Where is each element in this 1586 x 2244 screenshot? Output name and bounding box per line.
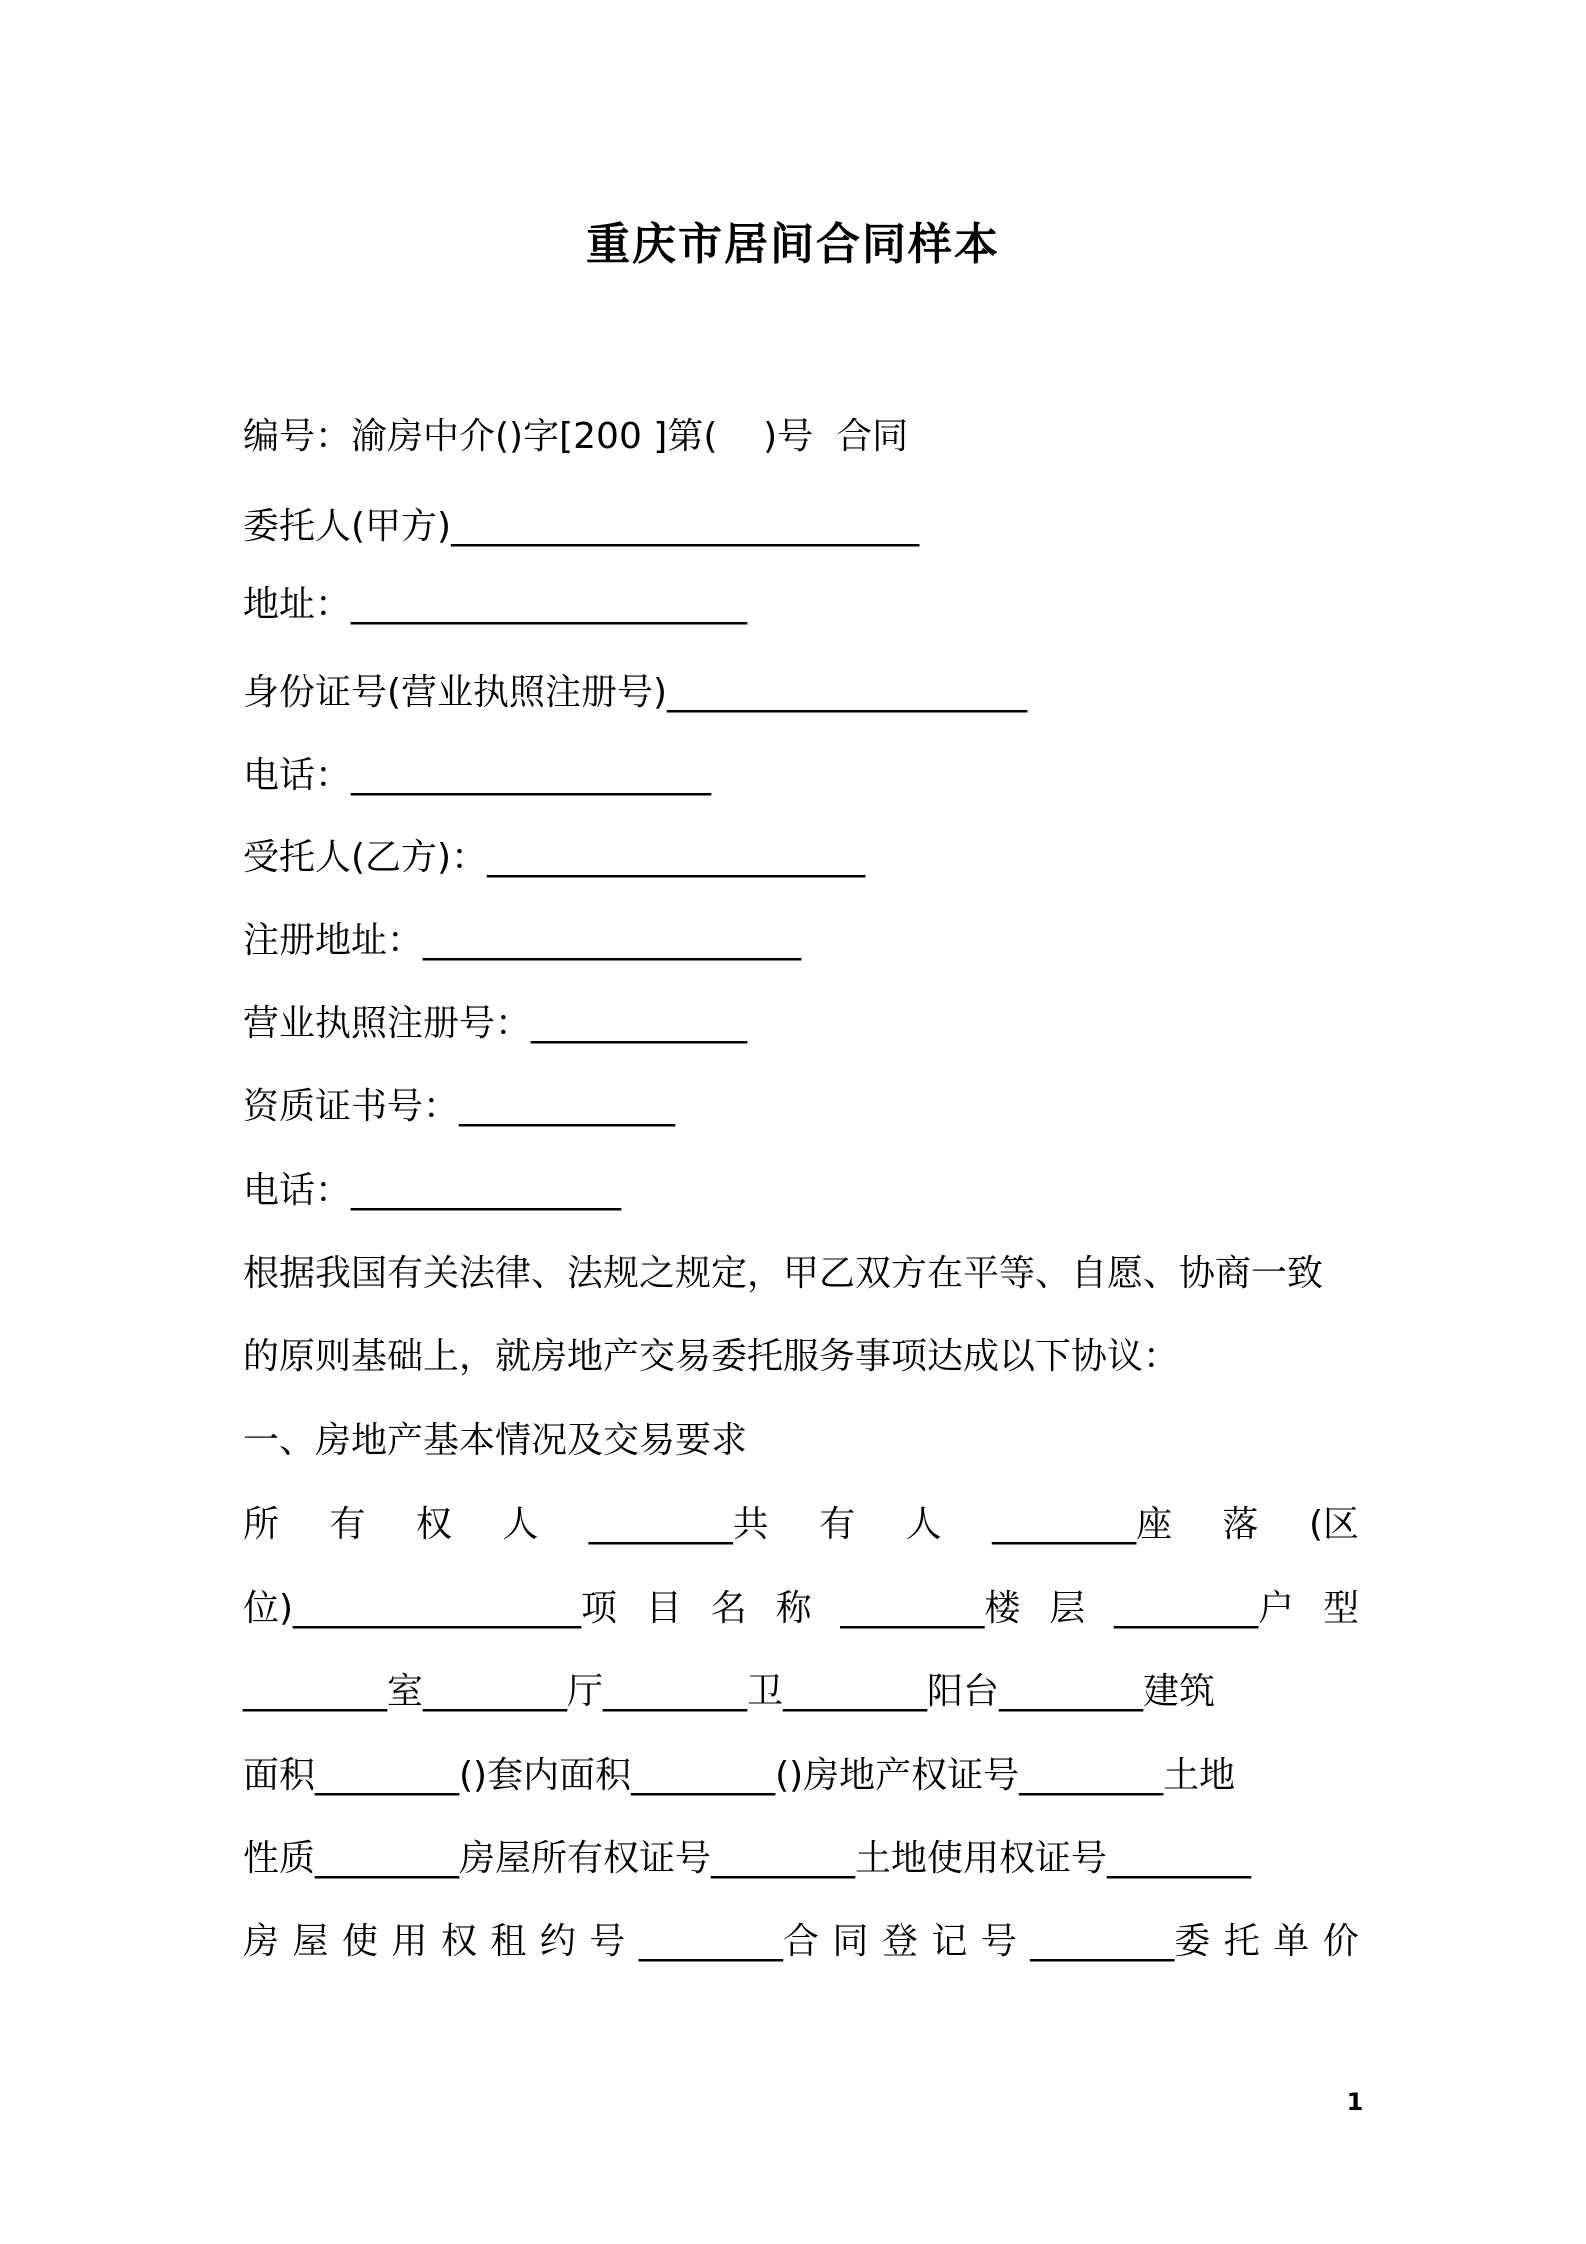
text-segment: 面积________()套内面积________()房地产权证号________土地: [243, 1755, 1236, 1796]
section-heading: 一、房地产基本情况及交易要求: [243, 1420, 748, 1461]
property-line-3: [243, 1667, 1359, 1717]
text-segment: 托: [1223, 1921, 1260, 1962]
registered-address-line: 注册地址：_____________________: [243, 920, 802, 961]
text-segment: 号: [589, 1921, 626, 1962]
page-number: 1: [1346, 2088, 1364, 2116]
text-segment: 同: [832, 1921, 869, 1962]
text-segment: 约: [539, 1921, 576, 1962]
property-line-2: [243, 1584, 1359, 1634]
body-paragraph-line-1: [243, 1249, 1359, 1299]
text-segment: 有: [819, 1504, 856, 1545]
property-line-4: [243, 1751, 1359, 1801]
principal-line: 委托人(甲方)__________________________: [243, 506, 920, 547]
text-segment: ________户: [1114, 1588, 1295, 1629]
contract-number-line: 编号：渝房中介()字[200 ]第( )号 合同: [243, 416, 909, 457]
principal-phone-line: 电话：____________________: [243, 755, 712, 796]
text-segment: ________座: [992, 1504, 1173, 1545]
agent-phone-line: 电话：_______________: [243, 1170, 622, 1211]
text-segment: ________委: [1030, 1921, 1211, 1962]
text-segment: 单: [1273, 1921, 1310, 1962]
text-segment: 目: [645, 1588, 682, 1629]
text-segment: 位)________________项: [243, 1588, 618, 1629]
text-segment: 层: [1049, 1588, 1086, 1629]
text-segment: (区: [1308, 1504, 1359, 1545]
text-segment: 人: [905, 1504, 942, 1545]
text-segment: 记: [931, 1921, 968, 1962]
text-segment: 性质________房屋所有权证号________土地使用权证号________: [243, 1838, 1252, 1879]
qualification-cert-line: 资质证书号：____________: [243, 1086, 676, 1127]
id-number-line: 身份证号(营业执照注册号)____________________: [243, 672, 1028, 713]
text-segment: 有: [329, 1504, 366, 1545]
text-segment: 房: [243, 1921, 280, 1962]
text-segment: 所: [243, 1504, 280, 1545]
text-segment: 人: [502, 1504, 539, 1545]
text-segment: 名: [710, 1588, 747, 1629]
body-paragraph-line-2: 的原则基础上，就房地产交易委托服务事项达成以下协议：: [243, 1336, 1180, 1377]
text-segment: 用: [391, 1921, 428, 1962]
text-segment: ________室________厅________卫________阳台________建筑: [243, 1671, 1215, 1712]
text-segment: 登: [881, 1921, 918, 1962]
text-segment: 称: [775, 1588, 812, 1629]
text-segment: 使: [341, 1921, 378, 1962]
text-segment: ________共: [588, 1504, 769, 1545]
text-segment: ________楼: [840, 1588, 1021, 1629]
business-license-line: 营业执照注册号：____________: [243, 1003, 748, 1044]
body-text: 根据我国有关法律、法规之规定，甲乙双方在平等、自愿、协商一致: [243, 1253, 1324, 1294]
property-line-1: [243, 1500, 1359, 1550]
text-segment: 屋: [292, 1921, 329, 1962]
page-title: 重庆市居间合同样本: [586, 219, 1000, 270]
agent-line: 受托人(乙方)：_____________________: [243, 837, 866, 878]
text-segment: 权: [415, 1504, 452, 1545]
text-segment: 落: [1222, 1504, 1259, 1545]
property-line-6: [243, 1917, 1359, 1967]
text-segment: 租: [490, 1921, 527, 1962]
text-segment: 型: [1322, 1588, 1359, 1629]
text-segment: 价: [1322, 1921, 1359, 1962]
text-segment: ________合: [638, 1921, 819, 1962]
text-segment: 权: [440, 1921, 477, 1962]
text-segment: 号: [980, 1921, 1017, 1962]
property-line-5: [243, 1834, 1359, 1884]
principal-address-line: 地址：______________________: [243, 584, 748, 625]
